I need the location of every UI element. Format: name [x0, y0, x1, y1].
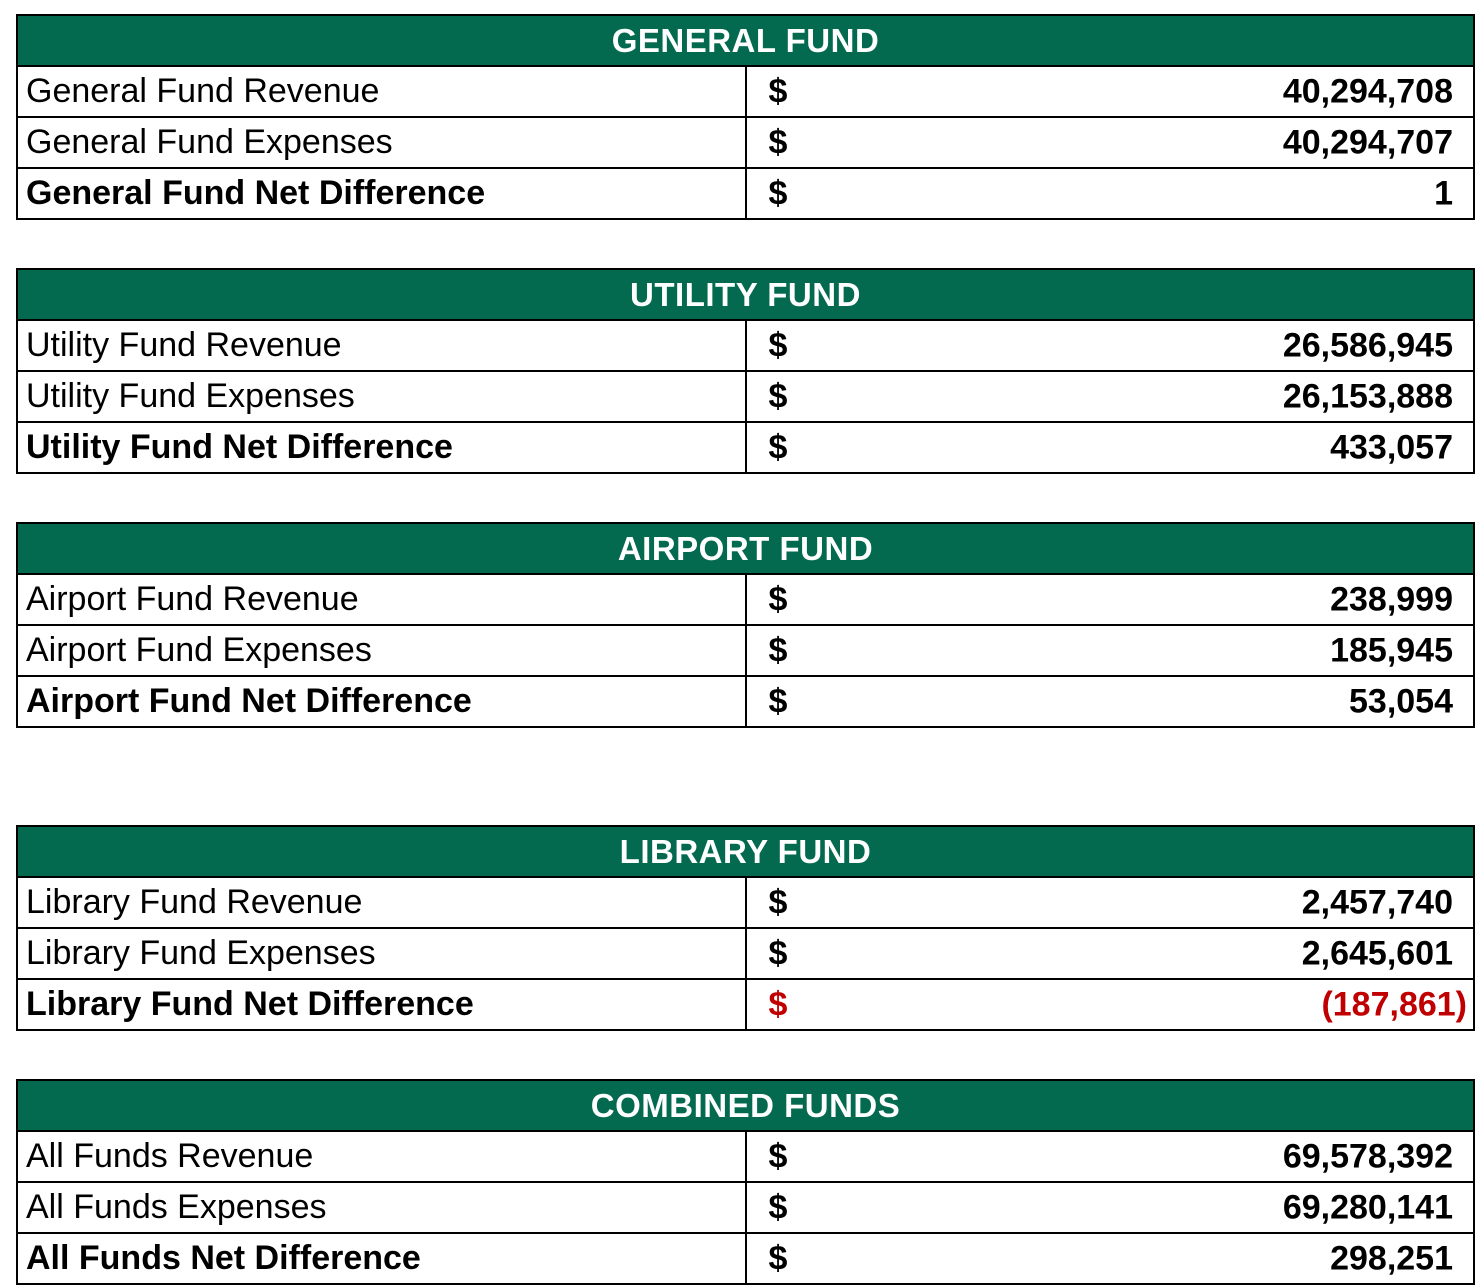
table-row	[17, 1131, 1474, 1182]
currency-symbol: $	[768, 682, 788, 720]
table-row	[17, 877, 1474, 928]
currency-symbol: $	[768, 174, 788, 212]
combined-funds-table	[16, 1079, 1475, 1285]
row-amount	[746, 168, 1475, 219]
row-label: Library Fund Revenue	[17, 877, 746, 928]
table-row-total	[17, 676, 1474, 727]
row-amount	[746, 66, 1475, 117]
row-amount	[746, 422, 1475, 473]
row-label: Library Fund Expenses	[17, 928, 746, 979]
row-label: Utility Fund Revenue	[17, 320, 746, 371]
amount-value: 433,057	[1330, 428, 1453, 466]
row-amount	[746, 117, 1475, 168]
row-amount	[746, 1233, 1475, 1284]
currency-symbol: $	[768, 377, 788, 415]
row-label: Airport Fund Expenses	[17, 625, 746, 676]
amount-value: 40,294,708	[1282, 72, 1453, 110]
amount-value: 238,999	[1330, 580, 1453, 618]
currency-symbol: $	[768, 326, 788, 364]
amount-value: 40,294,707	[1282, 123, 1453, 161]
general-fund-table	[16, 14, 1475, 220]
amount-value: 185,945	[1330, 631, 1453, 669]
amount-value: 26,153,888	[1282, 377, 1453, 415]
amount-value: 53,054	[1349, 682, 1453, 720]
currency-symbol: $	[768, 123, 788, 161]
row-label: Airport Fund Net Difference	[17, 676, 746, 727]
row-label: General Fund Expenses	[17, 117, 746, 168]
table-row	[17, 117, 1474, 168]
currency-symbol: $	[768, 1188, 788, 1226]
amount-value: 26,586,945	[1282, 326, 1453, 364]
row-amount	[746, 371, 1475, 422]
currency-symbol: $	[768, 580, 788, 618]
row-amount	[746, 320, 1475, 371]
amount-value: (187,861)	[1321, 985, 1467, 1023]
row-amount	[746, 625, 1475, 676]
table-row	[17, 1182, 1474, 1233]
row-label: All Funds Revenue	[17, 1131, 746, 1182]
currency-symbol: $	[768, 1137, 788, 1175]
fund-header: COMBINED FUNDS	[17, 1080, 1474, 1131]
table-row	[17, 928, 1474, 979]
fund-header: LIBRARY FUND	[17, 826, 1474, 877]
table-row-total	[17, 1233, 1474, 1284]
fund-header: GENERAL FUND	[17, 15, 1474, 66]
table-row	[17, 574, 1474, 625]
currency-symbol: $	[768, 631, 788, 669]
row-amount	[746, 1131, 1475, 1182]
row-amount	[746, 1182, 1475, 1233]
currency-symbol: $	[768, 1239, 788, 1277]
row-label: All Funds Expenses	[17, 1182, 746, 1233]
row-label: Library Fund Net Difference	[17, 979, 746, 1030]
row-amount	[746, 574, 1475, 625]
currency-symbol: $	[768, 883, 788, 921]
row-amount-negative	[746, 979, 1475, 1030]
table-row-total	[17, 422, 1474, 473]
currency-symbol: $	[768, 72, 788, 110]
row-label: Utility Fund Expenses	[17, 371, 746, 422]
row-amount	[746, 877, 1475, 928]
row-amount	[746, 676, 1475, 727]
utility-fund-table	[16, 268, 1475, 474]
currency-symbol: $	[768, 428, 788, 466]
table-row-total	[17, 168, 1474, 219]
row-amount	[746, 928, 1475, 979]
currency-symbol: $	[768, 985, 788, 1023]
airport-fund-table	[16, 522, 1475, 728]
row-label: All Funds Net Difference	[17, 1233, 746, 1284]
row-label: Airport Fund Revenue	[17, 574, 746, 625]
table-row	[17, 320, 1474, 371]
table-row	[17, 625, 1474, 676]
amount-value: 69,578,392	[1282, 1137, 1453, 1175]
amount-value: 2,457,740	[1301, 883, 1453, 921]
amount-value: 69,280,141	[1282, 1188, 1453, 1226]
currency-symbol: $	[768, 934, 788, 972]
table-row-total	[17, 979, 1474, 1030]
library-fund-table	[16, 825, 1475, 1031]
fund-header: AIRPORT FUND	[17, 523, 1474, 574]
amount-value: 2,645,601	[1301, 934, 1453, 972]
table-row	[17, 66, 1474, 117]
amount-value: 298,251	[1330, 1239, 1453, 1277]
amount-value: 1	[1434, 174, 1453, 212]
row-label: General Fund Net Difference	[17, 168, 746, 219]
fund-header: UTILITY FUND	[17, 269, 1474, 320]
table-row	[17, 371, 1474, 422]
row-label: Utility Fund Net Difference	[17, 422, 746, 473]
row-label: General Fund Revenue	[17, 66, 746, 117]
